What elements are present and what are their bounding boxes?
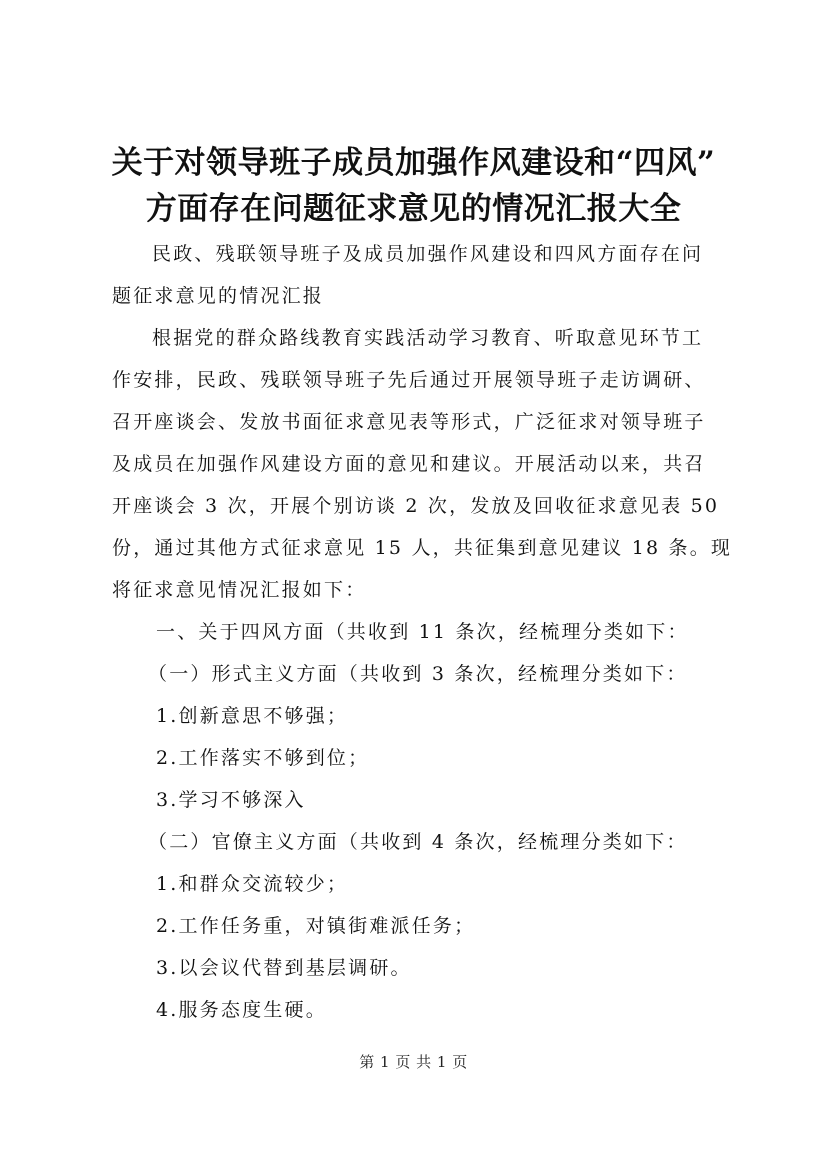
subtitle-line-2: 题征求意见的情况汇报 xyxy=(112,285,325,307)
list-item: 1.创新意思不够强； xyxy=(156,705,349,727)
title-line-2: 方面存在问题征求意见的情况汇报大全 xyxy=(145,191,682,227)
list-item: 3.以会议代替到基层调研。 xyxy=(156,957,412,979)
intro-line: 作安排，民政、残联领导班子先后通过开展领导班子走访调研、 xyxy=(112,369,706,391)
intro-line: 份，通过其他方式征求意见 15 人，共征集到意见建议 18 条。现 xyxy=(112,537,733,559)
intro-line: 召开座谈会、发放书面征求意见表等形式，广泛征求对领导班子 xyxy=(112,411,706,433)
list-item: 4.服务态度生硬。 xyxy=(156,999,327,1021)
subsection-2-heading: （二）官僚主义方面（共收到 4 条次，经梳理分类如下： xyxy=(148,831,688,853)
list-item: 3.学习不够深入 xyxy=(156,789,306,811)
list-item: 2.工作落实不够到位； xyxy=(156,747,370,769)
subsection-1-heading: （一）形式主义方面（共收到 3 条次，经梳理分类如下： xyxy=(148,663,688,685)
intro-paragraph xyxy=(112,317,733,611)
document-body xyxy=(112,233,733,1031)
intro-line: 及成员在加强作风建设方面的意见和建议。开展活动以来，共召 xyxy=(112,453,706,475)
subtitle-line-1: 民政、残联领导班子及成员加强作风建设和四风方面存在问 xyxy=(152,243,704,265)
page-footer: 第 1 页 共 1 页 xyxy=(359,1053,468,1071)
intro-line: 根据党的群众路线教育实践活动学习教育、听取意见环节工 xyxy=(152,327,704,349)
intro-line: 开座谈会 3 次，开展个别访谈 2 次，发放及回收征求意见表 50 xyxy=(112,495,720,517)
section-1-heading: 一、关于四风方面（共收到 11 条次，经梳理分类如下： xyxy=(156,621,689,643)
subtitle-paragraph xyxy=(112,233,722,317)
list-item: 1.和群众交流较少； xyxy=(156,873,349,895)
title-line-1: 关于对领导班子成员加强作风建设和“四风” xyxy=(111,145,716,181)
intro-line: 将征求意见情况汇报如下： xyxy=(112,579,367,601)
document-title xyxy=(60,140,767,232)
list-item: 2.工作任务重，对镇街难派任务； xyxy=(156,915,476,937)
